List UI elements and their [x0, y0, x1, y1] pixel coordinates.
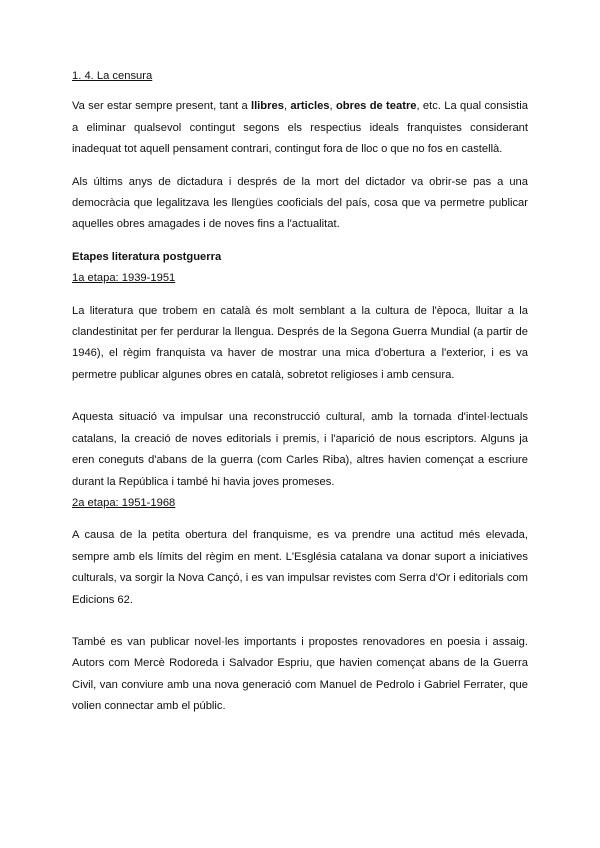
paragraph-text: Va ser estar sempre present, tant a — [72, 100, 251, 113]
postwar-heading: Etapes literatura postguerra — [72, 250, 222, 263]
censorship-paragraph — [72, 96, 528, 160]
bold-term-articles: articles — [290, 100, 330, 113]
stage1-paragraph-2: Aquesta situació va impulsar una reconstrucció cultural, amb la tornada d'intel·lectuals catalans, la creació de noves editorials i premis, i l'aparició de nous escriptors. Alguns ja eren coneguts d'abans de la guerra (com Carles Riba), altres havien començat a escriure durant la República i també hi havia joves promeses. — [72, 411, 528, 488]
stage2-title: 2a etapa: 1951-1968 — [72, 496, 176, 509]
section-title: 1. 4. La censura — [72, 70, 153, 82]
democracy-paragraph: Als últims anys de dictadura i després de la mort del dictador va obrir-se pas a una democràcia que legalitzava les llengües cooficials del país, cosa que va permetre publicar aquelles obres amagades i de noves fins a l'actualitat. — [72, 175, 528, 231]
document-body — [72, 66, 528, 729]
stage2-paragraph-2: També es van publicar novel·les importants i propostes renovadores en poesia i assaig. Autors com Mercè Rodoreda i Salvador Espriu, que havien començat abans de la Guerra Civil, van conviure amb una nova generació com Manuel de Pedrolo i Gabriel Ferrater, que volien connectar amb el públic. — [72, 635, 528, 713]
bold-term-plays: obres de teatre — [335, 100, 417, 113]
stage1-paragraph-1: La literatura que trobem en català és molt semblant a la cultura de l'època, lluitar a la clandestinitat per fer perdurar la llengua. Després de la Segona Guerra Mundial (a partir de 1946), el règim franquista va haver de mostrar una mica d'obertura a l'exterior, i es va permetre publicar algunes obres en català, sobretot religioses i amb censura. — [72, 304, 528, 381]
paragraph-text: , — [329, 100, 336, 113]
paragraph-text: , etc. La qual consistia a eliminar qualsevol contingut segons els respectius ideals franquistes considerant inadequat tot aquell pensament contrari, contingut fora de lloc o que no fos en castellà. — [72, 100, 528, 156]
bold-term-books: llibres — [250, 100, 284, 113]
paragraph-text: , — [283, 100, 291, 113]
stage2-paragraph-1: A causa de la petita obertura del franquisme, es va prendre una actitud més elevada, sempre amb els límits del règim en ment. L'Església catalana va donar suport a iniciatives culturals, va sorgir la Nova Cançó, i es van impulsar revistes com Serra d'Or i editorials com Edicions 62. — [72, 529, 528, 606]
stage1-title: 1a etapa: 1939-1951 — [72, 272, 176, 285]
